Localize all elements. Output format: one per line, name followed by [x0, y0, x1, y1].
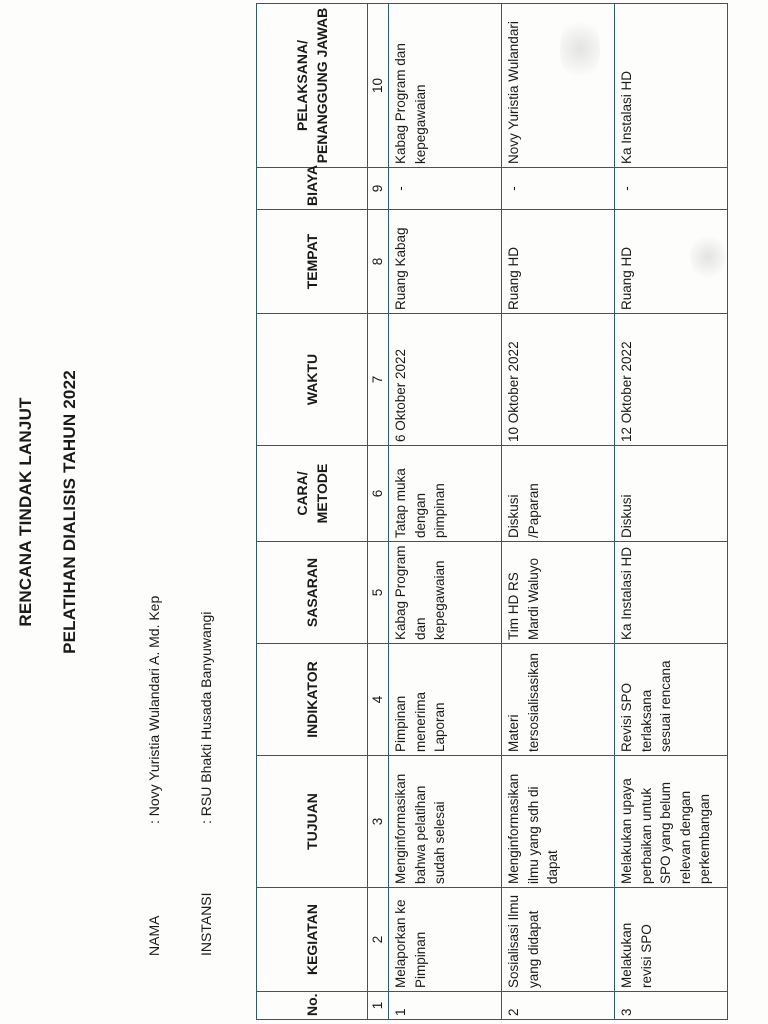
- scan-smudge: [560, 14, 600, 84]
- cell-sasaran: Tim HD RS Mardi Waluyo: [502, 542, 615, 644]
- table-row: [615, 4, 728, 1020]
- column-number: 2: [368, 888, 389, 992]
- table-row: [389, 4, 502, 1020]
- scan-smudge: [690, 232, 726, 282]
- document-title: RENCANA TINDAK LANJUT: [16, 397, 35, 627]
- cell-sasaran: Ka Instalasi HD: [615, 542, 728, 644]
- cell-kegiatan: Melaporkan ke Pimpinan: [389, 888, 502, 992]
- column-number: 8: [368, 210, 389, 314]
- cell-tempat: Ruang Kabag: [389, 210, 502, 314]
- header-waktu: WAKTU: [257, 314, 368, 446]
- column-number: 3: [368, 756, 389, 888]
- cell-penanggung-jawab: Novy Yuristia Wulandari: [502, 4, 615, 168]
- cell-biaya: -: [502, 168, 615, 210]
- cell-no: 2: [502, 992, 615, 1020]
- cell-metode: Diskusi: [615, 446, 728, 542]
- cell-indikator: Pimpinan menerima Laporan: [389, 644, 502, 756]
- column-number: 10: [368, 4, 389, 168]
- nama-value: : Novy Yuristia Wulandari A. Md. Kep: [146, 595, 162, 824]
- header-tempat: TEMPAT: [257, 210, 368, 314]
- cell-tempat: Ruang HD: [615, 210, 728, 314]
- document-subtitle: PELATIHAN DIALISIS TAHUN 2022: [60, 370, 79, 654]
- cell-penanggung-jawab: Ka Instalasi HD: [615, 4, 728, 168]
- cell-no: 3: [615, 992, 728, 1020]
- cell-kegiatan: Sosialisasi Ilmu yang didapat: [502, 888, 615, 992]
- cell-biaya: -: [389, 168, 502, 210]
- header-penanggung-jawab: PELAKSANA/ PENANGGUNG JAWAB: [257, 4, 368, 168]
- header-no: No.: [257, 992, 368, 1020]
- header-sasaran: SASARAN: [257, 542, 368, 644]
- cell-waktu: 6 Oktober 2022: [389, 314, 502, 446]
- cell-metode: Diskusi /Paparan: [502, 446, 615, 542]
- cell-tujuan: Menginformasikan bahwa pelatihan sudah selesai: [389, 756, 502, 888]
- cell-indikator: Materi tersosialisasikan: [502, 644, 615, 756]
- header-biaya: BIAYA: [257, 168, 368, 210]
- cell-tujuan: Melakukan upaya perbaikan untuk SPO yang belum relevan dengan perkembangan: [615, 756, 728, 888]
- cell-indikator: Revisi SPO terlaksana sesuai rencana: [615, 644, 728, 756]
- cell-waktu: 12 Oktober 2022: [615, 314, 728, 446]
- column-number: 4: [368, 644, 389, 756]
- cell-metode: Tatap muka dengan pimpinan: [389, 446, 502, 542]
- column-number-row: [368, 4, 389, 1020]
- header-kegiatan: KEGIATAN: [257, 888, 368, 992]
- table-row: [502, 4, 615, 1020]
- cell-kegiatan: Melakukan revisi SPO: [615, 888, 728, 992]
- cell-sasaran: Kabag Program dan kepegawaian: [389, 542, 502, 644]
- table-header-row: [257, 4, 368, 1020]
- header-tujuan: TUJUAN: [257, 756, 368, 888]
- cell-tempat: Ruang HD: [502, 210, 615, 314]
- cell-biaya: -: [615, 168, 728, 210]
- column-number: 7: [368, 314, 389, 446]
- column-number: 6: [368, 446, 389, 542]
- column-number: 5: [368, 542, 389, 644]
- header-indikator: INDIKATOR: [257, 644, 368, 756]
- nama-label: NAMA: [146, 915, 162, 956]
- column-number: 9: [368, 168, 389, 210]
- cell-penanggung-jawab: Kabag Program dan kepegawaian: [389, 4, 502, 168]
- instansi-label: INSTANSI: [198, 892, 214, 956]
- instansi-value: : RSU Bhakti Husada Banyuwangi: [198, 611, 214, 824]
- column-number: 1: [368, 992, 389, 1020]
- header-metode: CARA/ METODE: [257, 446, 368, 542]
- cell-waktu: 10 Oktober 2022: [502, 314, 615, 446]
- rtl-table: [256, 3, 728, 1020]
- cell-tujuan: Menginformasikan ilmu yang sdh di dapat: [502, 756, 615, 888]
- cell-no: 1: [389, 992, 502, 1020]
